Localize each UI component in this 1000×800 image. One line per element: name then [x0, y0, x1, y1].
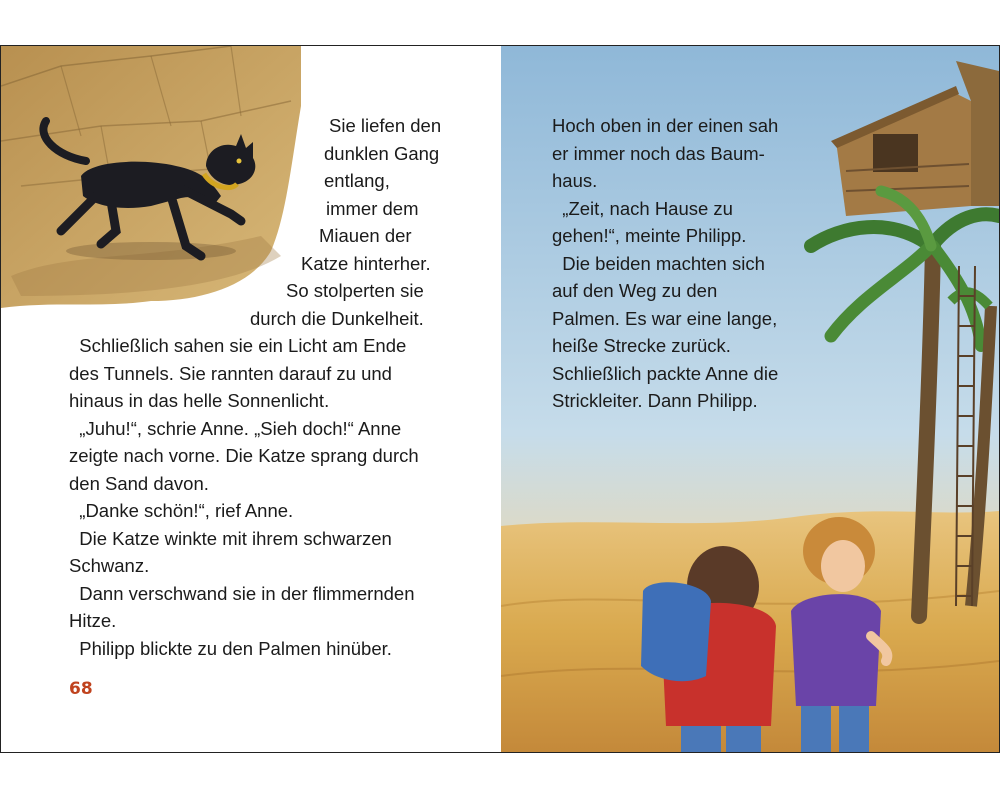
book-spread [0, 45, 1000, 753]
text-line: Hitze. [69, 610, 117, 631]
text-line: Schließlich packte Anne die [552, 362, 779, 384]
text-line: Hoch oben in der einen sah [552, 115, 779, 136]
text-line: immer dem [326, 197, 419, 219]
text-line: Strickleiter. Dann Philipp. [552, 390, 758, 411]
text-line: durch die Dunkelheit. [250, 307, 424, 329]
text-line: „Danke schön!“, rief Anne. [69, 500, 294, 521]
text-line: den Sand davon. [69, 472, 209, 494]
right-page [501, 46, 999, 752]
text-line: er immer noch das Baum- [552, 142, 765, 164]
text-line: des Tunnels. Sie rannten darauf zu und [69, 362, 392, 384]
text-line: Schließlich sahen sie ein Licht am Ende [69, 335, 407, 356]
text-line: Dann verschwand sie in der flimmernden [69, 582, 415, 604]
text-line: Miauen der [319, 225, 412, 246]
left-page [1, 46, 501, 752]
text-line: hinaus in das helle Sonnenlicht. [69, 390, 330, 411]
cat-illustration [1, 46, 301, 316]
text-line: haus. [552, 170, 598, 191]
text-line: So stolperten sie [286, 280, 424, 301]
text-line: „Zeit, nach Hause zu [552, 197, 733, 219]
text-line: Die beiden machten sich [552, 252, 765, 274]
text-line: heiße Strecke zurück. [552, 335, 731, 356]
text-line: Sie liefen den [329, 115, 442, 136]
text-line: Schwanz. [69, 555, 150, 576]
text-line: Die Katze winkte mit ihrem schwarzen [69, 527, 392, 549]
text-line: gehen!“, meinte Philipp. [552, 225, 747, 246]
text-line: entlang, [324, 170, 390, 191]
text-line: Katze hinterher. [301, 252, 431, 274]
text-line: „Juhu!“, schrie Anne. „Sieh doch!“ Anne [69, 417, 402, 439]
text-line: dunklen Gang [324, 142, 440, 164]
text-line: auf den Weg zu den [552, 280, 718, 301]
page-number: 68 [69, 679, 93, 699]
text-line: zeigte nach vorne. Die Katze sprang durch [69, 445, 419, 466]
text-line: Palmen. Es war eine lange, [552, 307, 778, 329]
text-line: Philipp blickte zu den Palmen hinüber. [69, 637, 392, 659]
